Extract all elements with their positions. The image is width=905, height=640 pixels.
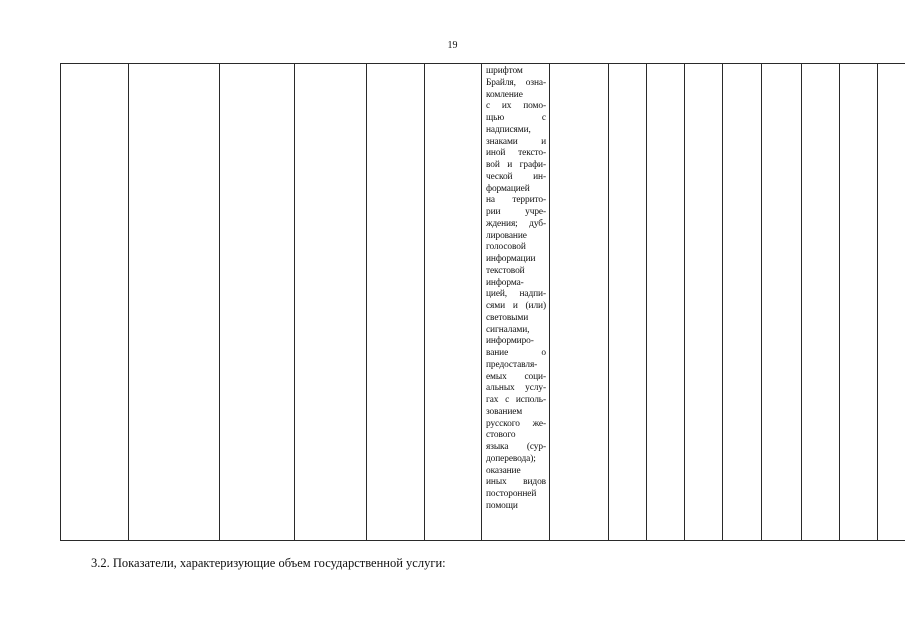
description-line: посторонней xyxy=(486,489,537,499)
description-line: голосовой xyxy=(486,242,526,253)
description-line: иной тексто- xyxy=(486,148,546,159)
description-line: помощи xyxy=(486,500,518,511)
description-line: надписями, xyxy=(486,124,531,135)
description-line: вой и графи- xyxy=(486,160,546,170)
description-line: лирование xyxy=(486,230,527,241)
description-line: емых соци- xyxy=(486,371,546,382)
description-line: альных услу- xyxy=(486,383,546,394)
description-text xyxy=(486,66,546,513)
description-line: рии учре- xyxy=(486,207,546,217)
description-line: гах с исполь- xyxy=(486,395,546,405)
data-table xyxy=(60,63,905,541)
table-cell-12 xyxy=(723,64,762,541)
table-cell-4 xyxy=(295,64,367,541)
table-cell-10 xyxy=(647,64,685,541)
table-cell-3 xyxy=(220,64,295,541)
description-line: щью с xyxy=(486,113,546,123)
table-row xyxy=(61,64,905,541)
table-cell-13 xyxy=(762,64,802,541)
description-line: сями и (или) xyxy=(486,301,546,311)
description-line: русского же- xyxy=(486,418,546,429)
page-number: 19 xyxy=(447,40,458,51)
table-cell-5 xyxy=(367,64,425,541)
description-line: Брайля, озна- xyxy=(486,77,546,88)
description-line: на террито- xyxy=(486,195,546,206)
description-line: комление xyxy=(486,89,523,100)
description-line: шрифтом xyxy=(486,66,523,76)
description-line: цией, надпи- xyxy=(486,289,546,300)
table-cell-14 xyxy=(802,64,840,541)
description-line: иных видов xyxy=(486,477,546,488)
description-line: световыми xyxy=(486,312,529,323)
description-line: информиро- xyxy=(486,336,534,347)
table-cell-2 xyxy=(129,64,220,541)
description-line: ческой ин- xyxy=(486,171,546,182)
table-cell-6 xyxy=(425,64,482,541)
table-cell-7-description xyxy=(482,64,550,541)
description-line: ждения; дуб- xyxy=(486,218,546,229)
description-line: предоставля- xyxy=(486,359,538,370)
description-line: знаками и xyxy=(486,136,546,147)
table-cell-16 xyxy=(878,64,905,541)
table-cell-1 xyxy=(61,64,129,541)
description-line: стового xyxy=(486,430,516,441)
description-line: информации xyxy=(486,254,536,264)
table-cell-15 xyxy=(840,64,878,541)
description-line: зованием xyxy=(486,406,523,417)
description-line: доперевода); xyxy=(486,453,536,464)
description-line: оказание xyxy=(486,465,521,476)
description-line: информа- xyxy=(486,277,524,288)
table-cell-8 xyxy=(550,64,609,541)
description-line: языка (сур- xyxy=(486,442,546,452)
description-line: с их помо- xyxy=(486,101,546,112)
description-line: сигналами, xyxy=(486,324,530,335)
description-line: текстовой xyxy=(486,265,525,276)
description-line: вание о xyxy=(486,348,546,358)
table-cell-11 xyxy=(685,64,723,541)
description-line: формацией xyxy=(486,183,530,194)
table-cell-9 xyxy=(609,64,647,541)
section-heading: 3.2. Показатели, характеризующие объем государственной услуги: xyxy=(91,556,446,570)
